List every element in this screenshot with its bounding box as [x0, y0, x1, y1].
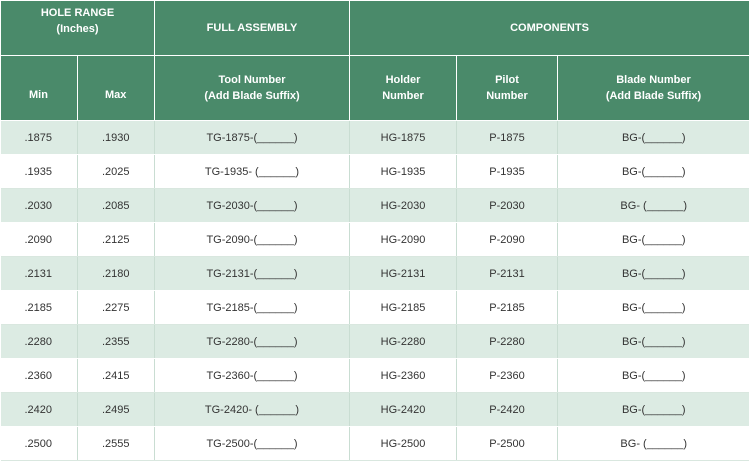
hole-range-units: (Inches) [1, 21, 154, 37]
holder-number-label: Holder [350, 72, 456, 88]
blade-number-cell: BG-(______) [558, 155, 749, 189]
pilot-number-cell: P-2420 [457, 393, 558, 427]
tool-number-cell: TG-1935- (______) [155, 155, 350, 189]
table-row [1, 427, 749, 461]
holder-number-cell: HG-2090 [350, 223, 457, 257]
min-cell: .2030 [1, 189, 78, 223]
holder-number-column-header [350, 56, 457, 121]
min-cell: .1875 [1, 121, 78, 155]
table-row [1, 359, 749, 393]
table-row [1, 121, 749, 155]
table-row [1, 257, 749, 291]
tool-number-cell: TG-2500-(______) [155, 427, 350, 461]
holder-number-cell: HG-2360 [350, 359, 457, 393]
holder-number-cell: HG-2420 [350, 393, 457, 427]
pilot-number-cell: P-2090 [457, 223, 558, 257]
pilot-number-cell: P-2030 [457, 189, 558, 223]
table-row [1, 155, 749, 189]
table-body [1, 121, 749, 461]
tool-number-cell: TG-2131-(______) [155, 257, 350, 291]
holder-number-cell: HG-2030 [350, 189, 457, 223]
table-row [1, 325, 749, 359]
tool-number-cell: TG-2280-(______) [155, 325, 350, 359]
pilot-number-cell: P-2280 [457, 325, 558, 359]
blade-number-sublabel: (Add Blade Suffix) [558, 88, 749, 104]
min-cell: .2360 [1, 359, 78, 393]
tool-number-cell: TG-2360-(______) [155, 359, 350, 393]
holder-number-cell: HG-1875 [350, 121, 457, 155]
tool-number-column-header [155, 56, 350, 121]
table-row [1, 291, 749, 325]
max-cell: .2125 [78, 223, 155, 257]
max-cell: .2180 [78, 257, 155, 291]
blade-number-cell: BG-(______) [558, 223, 749, 257]
pilot-number-sublabel: Number [457, 88, 557, 104]
min-cell: .2131 [1, 257, 78, 291]
min-cell: .2185 [1, 291, 78, 325]
pilot-number-cell: P-2500 [457, 427, 558, 461]
blade-number-cell: BG-(______) [558, 121, 749, 155]
tool-number-cell: TG-1875-(______) [155, 121, 350, 155]
full-assembly-header: FULL ASSEMBLY [155, 1, 350, 56]
max-cell: .2355 [78, 325, 155, 359]
max-cell: .2555 [78, 427, 155, 461]
holder-number-cell: HG-2131 [350, 257, 457, 291]
holder-number-cell: HG-2280 [350, 325, 457, 359]
min-column-header: Min [1, 56, 78, 121]
tool-number-cell: TG-2090-(______) [155, 223, 350, 257]
holder-number-cell: HG-2185 [350, 291, 457, 325]
table-row [1, 189, 749, 223]
tool-number-label: Tool Number [155, 72, 349, 88]
blade-number-cell: BG-(______) [558, 325, 749, 359]
blade-number-column-header [558, 56, 749, 121]
tool-number-cell: TG-2185-(______) [155, 291, 350, 325]
max-cell: .1930 [78, 121, 155, 155]
table-row [1, 223, 749, 257]
blade-number-label: Blade Number [558, 72, 749, 88]
pilot-number-cell: P-1935 [457, 155, 558, 189]
max-cell: .2415 [78, 359, 155, 393]
hole-range-title: HOLE RANGE [1, 5, 154, 21]
tool-number-cell: TG-2030-(______) [155, 189, 350, 223]
blade-number-cell: BG-(______) [558, 359, 749, 393]
blade-number-cell: BG-(______) [558, 257, 749, 291]
max-cell: .2085 [78, 189, 155, 223]
pilot-number-cell: P-2185 [457, 291, 558, 325]
tool-number-sublabel: (Add Blade Suffix) [155, 88, 349, 104]
pilot-number-column-header [457, 56, 558, 121]
pilot-number-cell: P-2131 [457, 257, 558, 291]
table-header [1, 1, 749, 121]
blade-number-cell: BG-(______) [558, 291, 749, 325]
pilot-number-label: Pilot [457, 72, 557, 88]
pilot-number-cell: P-2360 [457, 359, 558, 393]
pilot-number-cell: P-1875 [457, 121, 558, 155]
min-cell: .1935 [1, 155, 78, 189]
max-cell: .2495 [78, 393, 155, 427]
tool-number-cell: TG-2420- (______) [155, 393, 350, 427]
min-cell: .2280 [1, 325, 78, 359]
holder-number-cell: HG-1935 [350, 155, 457, 189]
blade-number-cell: BG- (______) [558, 427, 749, 461]
holder-number-sublabel: Number [350, 88, 456, 104]
blade-number-cell: BG- (______) [558, 189, 749, 223]
hole-range-header [1, 1, 155, 56]
max-column-header: Max [78, 56, 155, 121]
min-cell: .2420 [1, 393, 78, 427]
max-cell: .2275 [78, 291, 155, 325]
min-cell: .2090 [1, 223, 78, 257]
components-header: COMPONENTS [350, 1, 749, 56]
max-cell: .2025 [78, 155, 155, 189]
table-row [1, 393, 749, 427]
min-cell: .2500 [1, 427, 78, 461]
holder-number-cell: HG-2500 [350, 427, 457, 461]
blade-number-cell: BG-(______) [558, 393, 749, 427]
